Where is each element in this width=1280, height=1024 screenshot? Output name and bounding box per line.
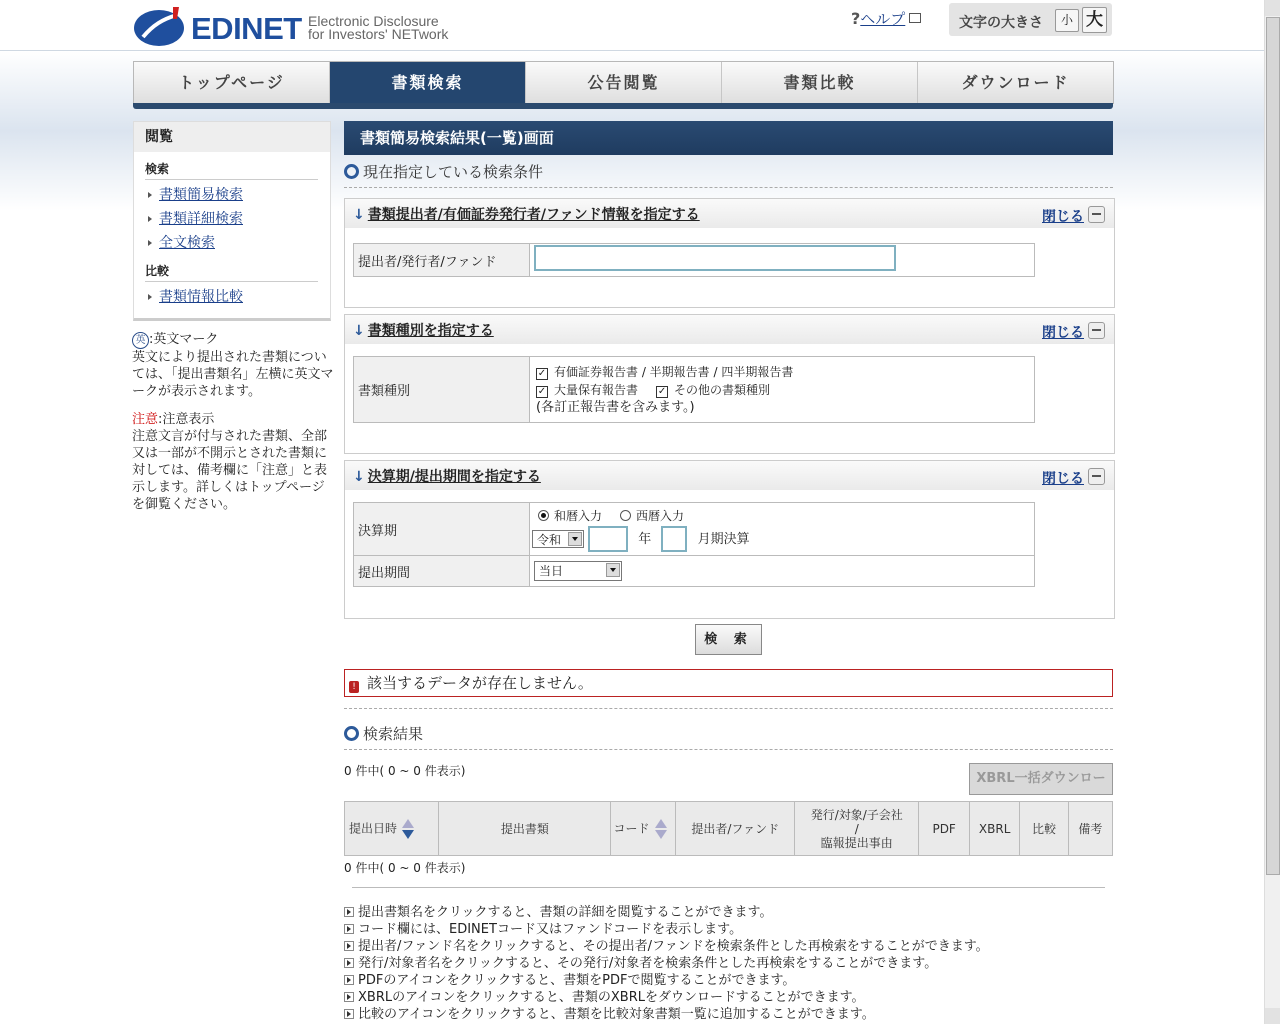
era-select-value: 令和 bbox=[537, 533, 562, 547]
error-icon: ! bbox=[349, 681, 359, 693]
month-input[interactable] bbox=[661, 526, 687, 552]
search-button[interactable]: 検 索 bbox=[695, 624, 762, 655]
note-text: XBRLのアイコンをクリックすると、書類のXBRLをダウンロードすることができます。 bbox=[358, 990, 865, 1005]
conditions-heading-text: 現在指定している検索条件 bbox=[363, 163, 544, 181]
panel-filer bbox=[344, 198, 1115, 308]
bullet-arrow-icon bbox=[344, 975, 354, 985]
arrow-right-icon bbox=[148, 192, 152, 198]
panel-period-header bbox=[345, 461, 1114, 490]
circle-bullet-icon bbox=[344, 164, 359, 179]
sort-desc-icon bbox=[655, 830, 667, 839]
nav-tab-public-notice[interactable]: 公告閲覧 bbox=[526, 62, 722, 104]
col-submit-datetime bbox=[345, 802, 439, 856]
legend-caution-desc: 注意文言が付与された書類、全部又は一部が不開示とされた書類に対しては、備考欄に「注意」と表示します。詳しくはトップページを御覧ください。 bbox=[132, 429, 328, 512]
col-code bbox=[611, 802, 676, 856]
results-heading-text: 検索結果 bbox=[363, 725, 424, 743]
vertical-scrollbar[interactable] bbox=[1264, 0, 1280, 1024]
legend-english bbox=[132, 331, 337, 349]
doc-type-label: 書類種別 bbox=[354, 357, 530, 423]
submission-period-label: 提出期間 bbox=[354, 556, 530, 587]
help-link[interactable]: ヘルプ bbox=[860, 10, 906, 28]
bullet-arrow-icon bbox=[344, 1009, 354, 1019]
help-link-group bbox=[851, 8, 921, 29]
bullet-arrow-icon bbox=[344, 941, 354, 951]
col-issuer-target-line2: / bbox=[854, 821, 859, 836]
font-size-small-button[interactable]: 小 bbox=[1055, 9, 1079, 32]
sidebar-heading: 閲覧 bbox=[134, 122, 330, 152]
arrow-right-icon bbox=[148, 216, 152, 222]
divider bbox=[344, 749, 1113, 750]
sort-icon[interactable] bbox=[654, 819, 668, 839]
filer-input[interactable] bbox=[534, 245, 896, 271]
submission-period-select[interactable] bbox=[534, 561, 622, 581]
nav-underline bbox=[133, 103, 1113, 109]
results-header-row bbox=[345, 802, 1113, 856]
arrow-down-icon: ↓ bbox=[353, 207, 365, 223]
sidebar-section-compare: 比較 bbox=[145, 262, 318, 282]
sidebar-section-search: 検索 bbox=[145, 160, 318, 180]
doc-type-note: (各訂正報告書を含みます。) bbox=[536, 399, 695, 415]
legend-caution bbox=[132, 411, 337, 428]
col-issuer-target-line3: 臨報提出事由 bbox=[820, 835, 893, 850]
note-item bbox=[344, 989, 989, 1006]
month-unit: 月期決算 bbox=[697, 531, 750, 547]
sort-asc-icon bbox=[655, 819, 667, 828]
panel-period-title[interactable] bbox=[353, 466, 541, 486]
font-size-switcher bbox=[949, 3, 1112, 36]
sort-asc-icon bbox=[402, 819, 414, 828]
panel-period-title-text: 決算期/提出期間を指定する bbox=[367, 469, 541, 485]
font-size-large-button[interactable]: 大 bbox=[1082, 7, 1107, 33]
sidebar-link-detail-search[interactable]: 書類詳細検索 bbox=[159, 211, 243, 227]
logo-subtitle-line2: for Investors' NETwork bbox=[308, 26, 449, 42]
divider bbox=[352, 887, 1105, 888]
note-text: 提出書類名をクリックすると、書類の詳細を閲覧することができます。 bbox=[358, 905, 773, 920]
note-item bbox=[344, 904, 989, 921]
dropdown-arrow-icon bbox=[568, 532, 582, 546]
col-document: 提出書類 bbox=[439, 802, 611, 856]
fiscal-period-inputs bbox=[532, 526, 1033, 552]
circle-bullet-icon bbox=[344, 726, 359, 741]
dropdown-arrow-icon bbox=[606, 563, 620, 577]
notes-list bbox=[344, 904, 989, 1023]
bullet-arrow-icon bbox=[344, 924, 354, 934]
logo-text: EDINET bbox=[191, 11, 302, 46]
legend bbox=[132, 331, 337, 513]
error-message-text: 該当するデータが存在しません。 bbox=[367, 674, 593, 692]
radio-wareki[interactable] bbox=[538, 510, 549, 521]
panel-period bbox=[344, 460, 1115, 619]
english-mark-icon: 英 bbox=[132, 332, 149, 349]
note-text: 発行/対象者名をクリックすると、その発行/対象者を検索条件とした再検索をすることができます。 bbox=[358, 956, 938, 971]
arrow-down-icon: ↓ bbox=[353, 469, 365, 485]
collapse-icon[interactable] bbox=[1088, 322, 1105, 339]
global-nav bbox=[133, 61, 1114, 104]
sidebar-link-info-compare[interactable]: 書類情報比較 bbox=[159, 289, 243, 305]
sidebar-item-detail-search bbox=[148, 208, 330, 228]
result-count-top: 0 件中( 0 ~ 0 件表示) bbox=[344, 764, 466, 778]
help-question-icon: ? bbox=[851, 9, 861, 28]
result-count-bottom: 0 件中( 0 ~ 0 件表示) bbox=[344, 861, 466, 875]
calendar-radio-group bbox=[532, 506, 1033, 526]
sort-desc-icon bbox=[402, 830, 414, 839]
scroll-thumb[interactable] bbox=[1266, 17, 1280, 875]
filer-field-label: 提出者/発行者/ファンド bbox=[354, 244, 530, 277]
col-compare: 比較 bbox=[1020, 802, 1068, 856]
bullet-arrow-icon bbox=[344, 992, 354, 1002]
collapse-icon[interactable] bbox=[1088, 206, 1105, 223]
conditions-heading bbox=[344, 161, 543, 182]
edinet-logo[interactable] bbox=[133, 5, 473, 47]
divider bbox=[344, 708, 1113, 709]
period-form bbox=[353, 502, 1035, 587]
col-xbrl: XBRL bbox=[969, 802, 1020, 856]
note-item bbox=[344, 938, 989, 955]
nav-tab-top[interactable]: トップページ bbox=[134, 62, 330, 104]
legend-caution-label: :注意表示 bbox=[158, 412, 215, 427]
font-size-label: 文字の大きさ bbox=[959, 15, 1043, 31]
note-text: 提出者/ファンド名をクリックすると、その提出者/ファンドを検索条件とした再検索をすることができます。 bbox=[358, 939, 989, 954]
note-item bbox=[344, 1006, 989, 1023]
year-unit: 年 bbox=[638, 531, 652, 547]
bullet-arrow-icon bbox=[344, 958, 354, 968]
panel-doc-type-title[interactable] bbox=[353, 320, 494, 340]
legend-english-desc: 英文により提出された書類については、「提出書類名」左横に英文マークが表示されます。 bbox=[132, 350, 334, 399]
logo-subtitle-line1: Electronic Disclosure bbox=[308, 13, 439, 29]
divider bbox=[344, 187, 1113, 188]
panel-doc-type-title-text: 書類種別を指定する bbox=[367, 323, 494, 339]
sidebar-link-fulltext-search[interactable]: 全文検索 bbox=[159, 235, 215, 251]
doc-type-option-2 bbox=[532, 381, 1033, 399]
arrow-down-icon: ↓ bbox=[353, 323, 365, 339]
doc-type-option-2-label: 大量保有報告書 bbox=[554, 382, 639, 397]
bullet-arrow-icon bbox=[344, 907, 354, 917]
sidebar-item-simple-search bbox=[148, 184, 330, 204]
col-submit-datetime-label: 提出日時 bbox=[349, 821, 398, 835]
col-issuer-target bbox=[795, 802, 919, 856]
scroll-down-button[interactable] bbox=[1265, 1008, 1280, 1024]
doc-type-option-1 bbox=[532, 363, 1033, 381]
filer-form bbox=[353, 243, 1035, 277]
col-filer-fund: 提出者/ファンド bbox=[676, 802, 795, 856]
results-heading bbox=[344, 723, 423, 744]
nav-tab-document-compare[interactable]: 書類比較 bbox=[722, 62, 918, 104]
panel-filer-title-text: 書類提出者/有価証券発行者/ファンド情報を指定する bbox=[367, 207, 700, 223]
sidebar-item-info-compare bbox=[148, 286, 330, 306]
panel-filer-title[interactable] bbox=[353, 204, 700, 224]
panel-filer-header bbox=[345, 199, 1114, 228]
sidebar bbox=[133, 121, 331, 321]
year-input[interactable] bbox=[588, 526, 628, 552]
submission-period-value: 当日 bbox=[539, 564, 564, 578]
checkbox-large-holding[interactable]: ✓ bbox=[537, 385, 547, 397]
note-item bbox=[344, 921, 989, 938]
panel-doc-type-close-link[interactable]: 閉じる bbox=[1042, 325, 1084, 341]
arrow-right-icon bbox=[148, 294, 152, 300]
panel-doc-type-header bbox=[345, 315, 1114, 344]
nav-tab-download[interactable]: ダウンロード bbox=[961, 73, 1070, 92]
edinet-logo-mark bbox=[133, 5, 185, 47]
col-pdf: PDF bbox=[919, 802, 969, 856]
radio-seireki-label: 西暦入力 bbox=[636, 509, 685, 523]
note-text: コード欄には、EDINETコード又はファンドコードを表示します。 bbox=[358, 922, 743, 937]
sidebar-link-simple-search[interactable]: 書類簡易検索 bbox=[159, 187, 243, 203]
note-text: 比較のアイコンをクリックすると、書類を比較対象書類一覧に追加することができます。 bbox=[358, 1007, 875, 1022]
scroll-up-button[interactable] bbox=[1265, 0, 1280, 16]
collapse-icon[interactable] bbox=[1088, 468, 1105, 485]
col-code-label: コード bbox=[613, 821, 650, 835]
panel-period-close-link[interactable]: 閉じる bbox=[1042, 471, 1084, 487]
checkbox-annual-report[interactable]: ✓ bbox=[537, 367, 547, 379]
arrow-right-icon bbox=[148, 240, 152, 246]
external-window-icon bbox=[909, 13, 921, 23]
fiscal-period-label: 決算期 bbox=[354, 503, 530, 556]
results-table bbox=[344, 801, 1113, 856]
panel-filer-close-link[interactable]: 閉じる bbox=[1042, 209, 1084, 225]
sidebar-item-fulltext-search bbox=[148, 232, 330, 252]
caution-mark: 注意 bbox=[132, 412, 159, 427]
nav-tab-document-search[interactable]: 書類検索 bbox=[330, 62, 526, 104]
site-header bbox=[0, 0, 1264, 51]
panel-doc-type bbox=[344, 314, 1115, 454]
doc-type-option-1-label: 有価証券報告書 / 半期報告書 / 四半期報告書 bbox=[554, 364, 794, 379]
radio-wareki-label: 和暦入力 bbox=[554, 509, 603, 523]
note-item bbox=[344, 972, 989, 989]
radio-seireki[interactable] bbox=[620, 510, 631, 521]
era-select[interactable] bbox=[532, 530, 584, 548]
doc-type-option-3-label: その他の書類種別 bbox=[674, 382, 771, 397]
col-issuer-target-line1: 発行/対象/子会社 bbox=[810, 807, 903, 822]
sort-icon[interactable] bbox=[401, 819, 415, 839]
note-item bbox=[344, 955, 989, 972]
error-message-box bbox=[344, 669, 1113, 697]
legend-english-label: :英文マーク bbox=[149, 332, 219, 347]
checkbox-other-types[interactable]: ✓ bbox=[657, 385, 667, 397]
page-title: 書類簡易検索結果(一覧)画面 bbox=[344, 121, 1113, 155]
xbrl-bulk-download-button[interactable]: XBRL一括ダウンロー bbox=[969, 763, 1113, 795]
logo-subtitle bbox=[308, 15, 448, 41]
doc-type-form bbox=[353, 356, 1035, 423]
note-text: PDFのアイコンをクリックすると、書類をPDFで閲覧することができます。 bbox=[358, 973, 796, 988]
col-remarks: 備考 bbox=[1068, 802, 1112, 856]
